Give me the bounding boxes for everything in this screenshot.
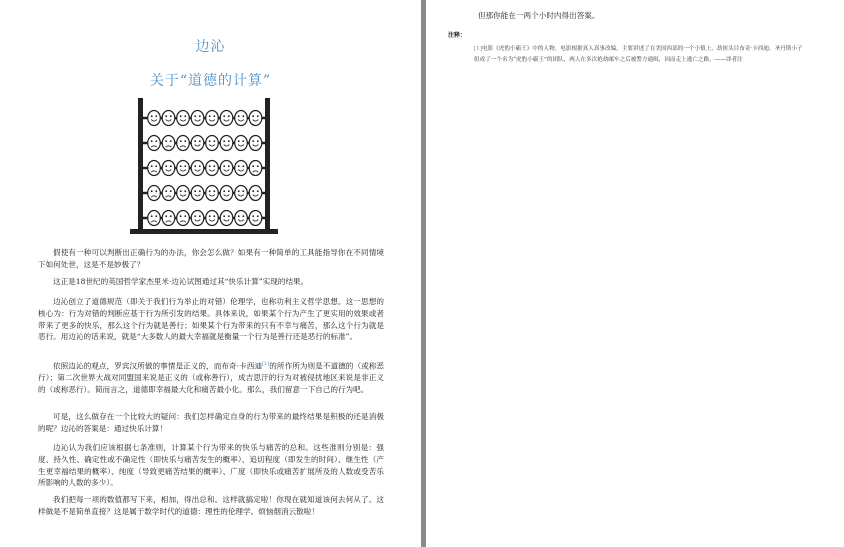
footnote-text: 电影《虎豹小霸王》中的人物。电影根据真人真事改编，主要讲述了在美国西部的一个小镇上，劫匪头目布奇·卡西迪、圣丹斯小子组成了一个名为“虎豹小霸王”的团队，两人在多次抢劫邮车之后被警方通缉，因而走上逃亡之路。——译者注	[474, 46, 803, 63]
happy-face-bead	[249, 111, 262, 126]
happy-face-bead	[235, 186, 248, 201]
sad-face-bead	[162, 211, 175, 226]
sad-face-bead	[177, 136, 190, 151]
happy-face-bead	[191, 111, 204, 126]
paragraph-4-start: 依照边沁的观点，罗宾汉所做的事情是正义的，而布奇·卡西迪	[53, 361, 263, 371]
happy-face-bead	[206, 186, 219, 201]
happy-face-bead	[162, 111, 175, 126]
happy-face-bead	[235, 136, 248, 151]
author-title: 边沁	[195, 39, 226, 55]
sad-face-bead	[148, 136, 161, 151]
continued-line: 但那你能在一两个小时内得出答案。	[478, 11, 600, 20]
paragraph-4-rest: 的所作所为则是不道德的（或称恶行）；第二次世界大战对同盟国来说是正义的（或称善行），成吉思汗的行为对被侵扰地区来说是非正义的（或称恶行）。简而言之，道德即幸福最大化和痛苦最小化。那么，我们留意一下自己的行为吧。	[38, 361, 384, 395]
happy-face-bead	[191, 161, 204, 176]
sad-face-bead	[249, 161, 262, 176]
paragraph-2: 这正是18世纪的英国哲学家杰里米·边沁试图通过其“快乐计算”实现的结果。	[53, 277, 309, 286]
happy-face-bead	[220, 136, 233, 151]
notes-heading: 注释：	[448, 32, 467, 39]
footnote-ref[interactable]: [1]	[474, 46, 482, 52]
happy-face-bead	[191, 211, 204, 226]
paragraph-3: 边沁创立了道德规范（即关于我们行为举止的对错）伦理学，也称功利主义哲学思想。这一思想的核心为：行为对错的判断应基于行为所引发的结果。具体来说，如果某个行为产生了更实用的效果或者带来了更多的快乐，那么这个行为就是善行；如果某个行为带来的只有不幸与痛苦，那么这个行为就是恶行。用边沁的话来说，就是“大多数人的最大幸福就是衡量一个行为是善行还是恶行的标准”。	[38, 297, 384, 342]
happy-face-bead	[220, 186, 233, 201]
happy-face-bead	[177, 161, 190, 176]
happy-face-bead	[220, 161, 233, 176]
paragraph-5: 可是，这么做存在一个比较大的疑问：我们怎样确定自身的行为带来的最终结果是积极的还是消极的呢？边沁的答案是：通过快乐计算！	[38, 412, 384, 433]
footnote	[474, 44, 804, 65]
happy-face-bead	[148, 111, 161, 126]
happy-face-bead	[249, 211, 262, 226]
happy-face-bead	[235, 211, 248, 226]
happy-face-bead	[206, 211, 219, 226]
sad-face-bead	[148, 211, 161, 226]
happy-face-bead	[249, 186, 262, 201]
sad-face-bead	[148, 161, 161, 176]
paragraph-1: 假使有一种可以判断出正确行为的办法，你会怎么做？如果有一种简单的工具能指导你在不同情境下如何处世，这是不是妙极了？	[38, 248, 384, 269]
abacus-rows	[143, 111, 265, 226]
sad-face-bead	[148, 186, 161, 201]
happy-face-bead	[162, 161, 175, 176]
happy-face-bead	[191, 186, 204, 201]
happy-face-bead	[206, 136, 219, 151]
paragraph-6: 边沁认为我们应该根据七条准则，计算某个行为带来的快乐与痛苦的总和。这些准则分别是：强度、持久性、确定性或不确定性（即快乐与痛苦发生的概率）、追切程度（即发生的时间）、继生性（产生更幸福结果的概率）、纯度（导致更痛苦结果的概率）、广度（即快乐或痛苦扩展所及的人数或受苦乐所影响的人数的多少）。	[38, 443, 384, 488]
happy-face-bead	[206, 111, 219, 126]
right-page	[426, 0, 844, 547]
left-page	[0, 0, 421, 547]
happy-face-bead	[177, 111, 190, 126]
chapter-title: 关于“道德的计算”	[149, 73, 272, 89]
footnote-link[interactable]: [1]	[262, 361, 270, 367]
paragraph-4	[38, 359, 384, 396]
abacus-illustration	[128, 96, 280, 236]
sad-face-bead	[162, 136, 175, 151]
happy-face-bead	[177, 186, 190, 201]
happy-face-bead	[249, 136, 262, 151]
sad-face-bead	[162, 186, 175, 201]
happy-face-bead	[235, 111, 248, 126]
sad-face-bead	[177, 211, 190, 226]
paragraph-7: 我们把每一项的数值都写下来，相加，得出总和。这样就搞定啦！你现在就知道该何去何从了。这样做是不是简单直接？这是属于数学时代的道德：理性的伦理学。烦恼烟消云散啦！	[38, 495, 384, 516]
happy-face-bead	[220, 111, 233, 126]
happy-face-bead	[235, 161, 248, 176]
happy-face-bead	[220, 211, 233, 226]
happy-face-bead	[206, 161, 219, 176]
happy-face-bead	[191, 136, 204, 151]
